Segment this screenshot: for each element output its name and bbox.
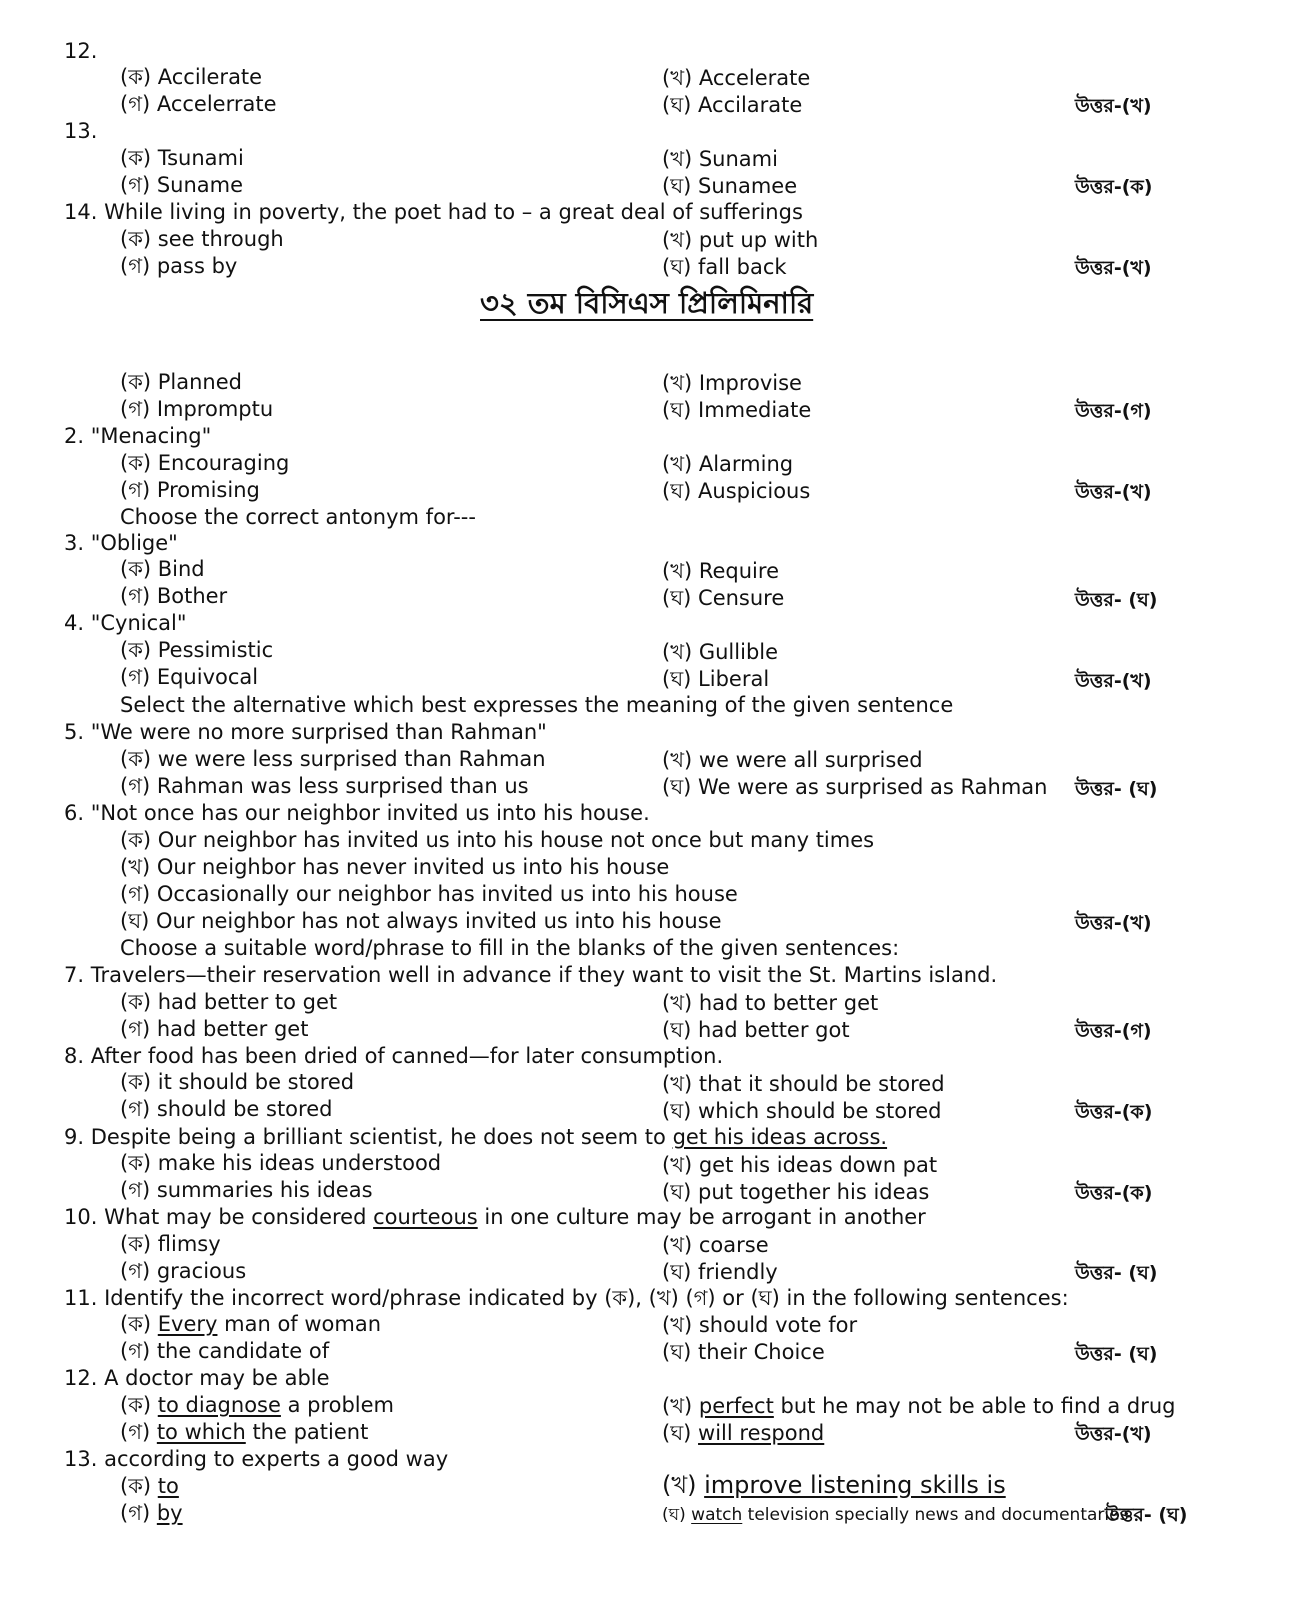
question-text-plain: in one culture may be arrogant in another: [477, 1205, 926, 1229]
option-gha: (ঘ) Liberal: [662, 667, 770, 691]
option-gha: (ঘ) fall back: [662, 255, 787, 279]
option-kha: [662, 1472, 1006, 1499]
option-kha: (খ) Gullible: [662, 640, 779, 664]
question-text: 8. After food has been dried of canned—for later consumption.: [64, 1044, 724, 1068]
question-text-plain: 10. What may be considered: [64, 1205, 374, 1229]
option-ga: (গ) Equivocal: [120, 665, 259, 689]
option-gha: (ঘ) Our neighbor has not always invited us into his house: [120, 909, 722, 933]
option-ka: (ক) Bind: [120, 557, 205, 581]
instruction: Choose the correct antonym for---: [120, 505, 476, 529]
option-ga: (গ) gracious: [120, 1259, 247, 1283]
answer: উত্তর- (ঘ): [1075, 778, 1158, 800]
underlined-phrase: to diagnose: [157, 1393, 281, 1417]
option-kha: (খ) that it should be stored: [662, 1072, 945, 1096]
option-ka: (ক) it should be stored: [120, 1070, 355, 1094]
option-kha: (খ) Accelerate: [662, 66, 811, 90]
option-ga: (গ) the candidate of: [120, 1339, 330, 1363]
option-text: a problem: [280, 1393, 395, 1417]
option-label: (ক): [120, 1312, 158, 1336]
underlined-phrase: improve listening skills is: [704, 1471, 1006, 1499]
option-ga: (গ) Impromptu: [120, 397, 274, 421]
option-label: (গ): [120, 1501, 157, 1525]
option-gha: (ঘ) Accilarate: [662, 93, 803, 117]
question-text: 2. "Menacing": [64, 424, 212, 448]
option-ga: (গ) had better get: [120, 1017, 309, 1041]
option-label: (গ): [120, 1420, 157, 1444]
option-ka: (ক) see through: [120, 227, 284, 251]
option-gha: (ঘ) their Choice: [662, 1340, 825, 1364]
option-kha: (খ) Sunami: [662, 147, 778, 171]
answer: উত্তর-(খ): [1075, 481, 1152, 503]
underlined-phrase: courteous: [373, 1205, 478, 1229]
option-ga: (গ) summaries his ideas: [120, 1178, 373, 1202]
option-kha: (খ) should vote for: [662, 1313, 858, 1337]
option-ga: (গ) Suname: [120, 173, 244, 197]
question-text: 12. A doctor may be able: [64, 1366, 330, 1390]
option-ga: [120, 1500, 183, 1527]
option-gha: (ঘ) We were as surprised as Rahman: [662, 775, 1048, 799]
question-number: 13.: [64, 119, 98, 143]
answer: উত্তর-(গ): [1075, 1020, 1152, 1042]
option-ka: [120, 1392, 394, 1419]
option-kha: (খ) Alarming: [662, 452, 794, 476]
underlined-phrase: to: [157, 1474, 179, 1498]
option-kha: (খ) coarse: [662, 1233, 769, 1257]
option-ga: (গ) Promising: [120, 478, 260, 502]
question-text: [64, 1204, 926, 1231]
underlined-phrase: watch: [691, 1505, 743, 1525]
option-ka: [120, 1473, 179, 1500]
answer: উত্তর- (ঘ): [1075, 1343, 1158, 1365]
question-text: 6. "Not once has our neighbor invited us into his house.: [64, 801, 650, 825]
option-ga: [120, 1419, 368, 1446]
question-text: 13. according to experts a good way: [64, 1447, 449, 1471]
answer: উত্তর-(খ): [1075, 257, 1152, 279]
instruction: Choose a suitable word/phrase to fill in the blanks of the given sentences:: [120, 936, 900, 960]
option-label: (ক): [120, 1474, 158, 1498]
option-ka: (ক) Pessimistic: [120, 638, 274, 662]
option-ka: (ক) Our neighbor has invited us into his house not once but many times: [120, 828, 875, 852]
option-text: man of woman: [217, 1312, 382, 1336]
underlined-phrase: perfect: [698, 1394, 774, 1418]
option-gha: [662, 1420, 824, 1447]
option-label: (ঘ): [662, 1505, 692, 1525]
option-ka: (ক) Encouraging: [120, 451, 290, 475]
question-text: 4. "Cynical": [64, 611, 187, 635]
question-text: 5. "We were no more surprised than Rahman": [64, 720, 547, 744]
option-text: the patient: [245, 1420, 369, 1444]
answer: উত্তর-(গ): [1075, 400, 1152, 422]
option-ga: (গ) Accelerrate: [120, 92, 277, 116]
option-kha: (খ) had to better get: [662, 991, 879, 1015]
option-ga: (গ) should be stored: [120, 1097, 333, 1121]
underlined-phrase: to which: [156, 1420, 246, 1444]
answer: উত্তর-(ক): [1075, 1182, 1153, 1204]
option-gha: (ঘ) friendly: [662, 1260, 778, 1284]
option-gha: (ঘ) Censure: [662, 586, 785, 610]
option-kha: (খ) get his ideas down pat: [662, 1153, 938, 1177]
underlined-phrase: by: [156, 1501, 183, 1525]
option-text: television specially news and documentaries: [742, 1505, 1129, 1525]
option-kha: (খ) put up with: [662, 228, 819, 252]
question-text: 3. "Oblige": [64, 531, 178, 555]
option-ka: (ক) we were less surprised than Rahman: [120, 747, 546, 771]
question-text-plain: 9. Despite being a brilliant scientist, he does not seem to: [64, 1125, 673, 1149]
option-ka: [120, 1311, 381, 1338]
option-ka: (ক) make his ideas understood: [120, 1151, 442, 1175]
option-ka: (ক) Planned: [120, 370, 242, 394]
answer: উত্তর- (ঘ): [1105, 1504, 1188, 1526]
option-kha: [662, 1393, 1175, 1420]
option-ka: (ক) Tsunami: [120, 146, 244, 170]
option-gha: (ঘ) had better got: [662, 1018, 850, 1042]
option-label: (খ): [662, 1394, 699, 1418]
option-label: (খ): [662, 1471, 705, 1499]
option-text: but he may not be able to find a drug: [773, 1394, 1176, 1418]
question-text: 7. Travelers—their reservation well in advance if they want to visit the St. Martins island.: [64, 963, 998, 987]
answer: উত্তর-(ক): [1075, 1101, 1153, 1123]
answer: উত্তর- (ঘ): [1075, 1262, 1158, 1284]
underlined-phrase: Every: [157, 1312, 218, 1336]
option-gha: (ঘ) put together his ideas: [662, 1180, 930, 1204]
answer: উত্তর-(খ): [1075, 912, 1152, 934]
underlined-phrase: get his ideas across.: [672, 1125, 888, 1149]
question-number: 12.: [64, 39, 98, 63]
answer: উত্তর-(ক): [1075, 176, 1153, 198]
question-text: 11. Identify the incorrect word/phrase indicated by (ক), (খ) (গ) or (ঘ) in the following sentences:: [64, 1286, 1069, 1310]
question-text: [64, 1124, 887, 1151]
option-gha: (ঘ) which should be stored: [662, 1099, 942, 1123]
option-gha: [662, 1502, 1128, 1529]
answer: উত্তর- (ঘ): [1075, 589, 1158, 611]
option-gha: (ঘ) Immediate: [662, 398, 812, 422]
question-text: 14. While living in poverty, the poet had to – a great deal of sufferings: [64, 200, 803, 224]
option-kha: (খ) Improvise: [662, 371, 802, 395]
underlined-phrase: will respond: [698, 1421, 825, 1445]
option-kha: (খ) Require: [662, 559, 779, 583]
option-ga: (গ) Occasionally our neighbor has invited us into his house: [120, 882, 738, 906]
option-ga: (গ) Rahman was less surprised than us: [120, 774, 529, 798]
option-label: (ঘ): [662, 1421, 699, 1445]
answer: উত্তর-(খ): [1075, 670, 1152, 692]
option-ga: (গ) Bother: [120, 584, 228, 608]
option-ka: (ক) flimsy: [120, 1232, 221, 1256]
option-kha: (খ) we were all surprised: [662, 748, 923, 772]
option-label: (ক): [120, 1393, 158, 1417]
option-kha: (খ) Our neighbor has never invited us into his house: [120, 855, 670, 879]
option-ka: (ক) Accilerate: [120, 65, 263, 89]
option-ga: (গ) pass by: [120, 254, 238, 278]
option-gha: (ঘ) Auspicious: [662, 479, 811, 503]
instruction: Select the alternative which best expresses the meaning of the given sentence: [120, 693, 954, 717]
option-ka: (ক) had better to get: [120, 990, 338, 1014]
option-gha: (ঘ) Sunamee: [662, 174, 798, 198]
answer: উত্তর-(খ): [1075, 95, 1152, 117]
answer: উত্তর-(খ): [1075, 1423, 1152, 1445]
section-heading: ৩২ তম বিসিএস প্রিলিমিনারি: [480, 286, 814, 320]
